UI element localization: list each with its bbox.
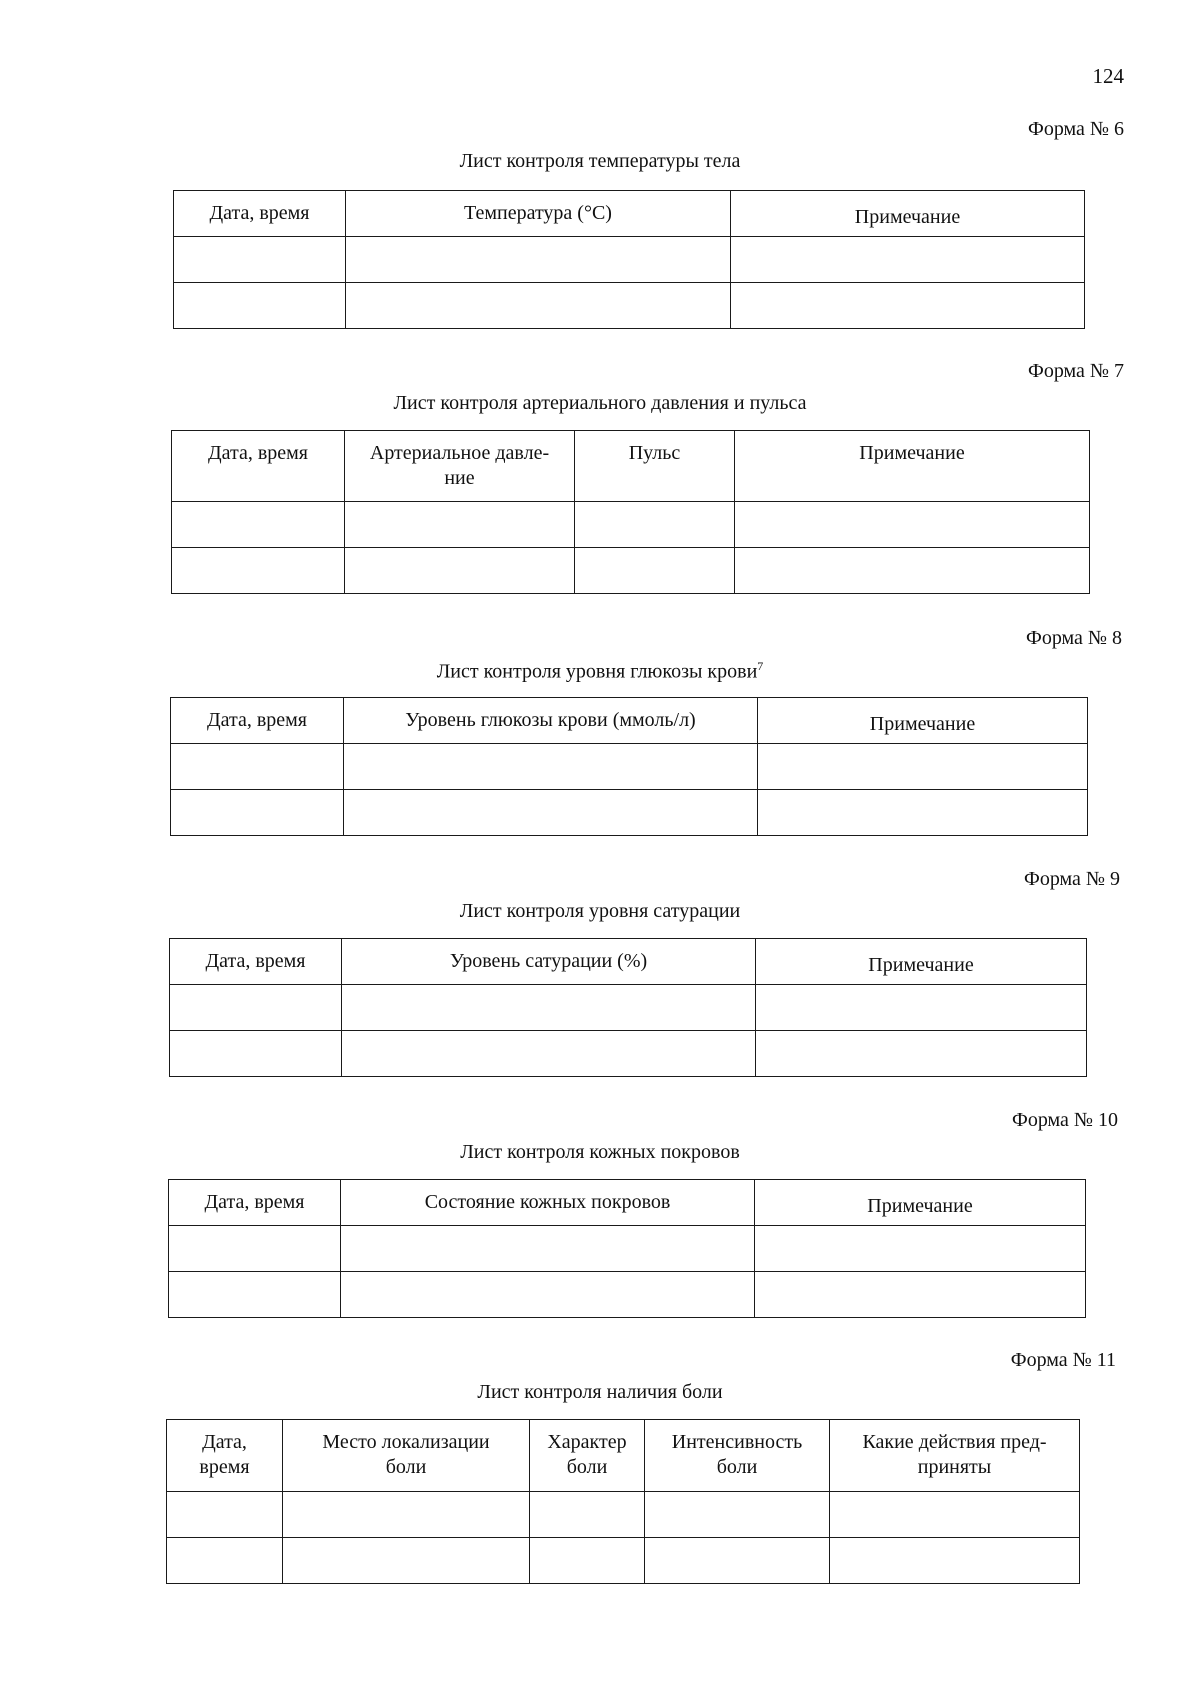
column-header: Уровень сатурации (%) xyxy=(342,939,756,985)
table-cell[interactable] xyxy=(575,548,735,594)
table-cell[interactable] xyxy=(731,283,1085,329)
table-cell[interactable] xyxy=(346,237,731,283)
form-title: Лист контроля кожных покровов xyxy=(460,1141,740,1163)
footnote-marker: 7 xyxy=(757,659,764,673)
saturation-table xyxy=(169,938,1087,1077)
table-cell[interactable] xyxy=(169,1272,341,1318)
glucose-table xyxy=(170,697,1088,836)
table-cell[interactable] xyxy=(344,790,758,836)
table-cell[interactable] xyxy=(758,790,1088,836)
blood-pressure-table xyxy=(171,430,1090,594)
table-cell[interactable] xyxy=(283,1492,530,1538)
table-cell[interactable] xyxy=(346,283,731,329)
column-header: Примечание xyxy=(735,431,1090,502)
column-header xyxy=(530,1420,645,1492)
column-header: Состояние кожных покровов xyxy=(341,1180,755,1226)
header-line: Артериальное давле- xyxy=(369,442,550,464)
header-line: Место локализации xyxy=(322,1431,490,1453)
form-title: Лист контроля уровня сатурации xyxy=(459,900,741,922)
form-number: Форма № 9 xyxy=(1024,868,1120,890)
form-title xyxy=(0,659,1200,684)
table-cell[interactable] xyxy=(344,744,758,790)
form-title: Лист контроля температуры тела xyxy=(459,150,741,172)
table-cell[interactable] xyxy=(167,1492,283,1538)
header-line: боли xyxy=(566,1456,608,1478)
form-number: Форма № 7 xyxy=(1028,360,1124,382)
column-header xyxy=(345,431,575,502)
header-line: боли xyxy=(716,1456,758,1478)
table-cell[interactable] xyxy=(735,502,1090,548)
table-cell[interactable] xyxy=(172,548,345,594)
header-line: боли xyxy=(385,1456,427,1478)
table-cell[interactable] xyxy=(174,283,346,329)
table-cell[interactable] xyxy=(171,744,344,790)
column-header: Пульс xyxy=(575,431,735,502)
column-header: Примечание xyxy=(756,939,1087,985)
table-cell[interactable] xyxy=(283,1538,530,1584)
table-cell[interactable] xyxy=(342,1031,756,1077)
form-title-text: Лист контроля уровня глюкозы крови xyxy=(436,660,758,683)
table-cell[interactable] xyxy=(170,1031,342,1077)
column-header xyxy=(167,1420,283,1492)
header-line: время xyxy=(199,1456,250,1478)
table-cell[interactable] xyxy=(645,1538,830,1584)
column-header xyxy=(283,1420,530,1492)
table-cell[interactable] xyxy=(167,1538,283,1584)
table-cell[interactable] xyxy=(755,1272,1086,1318)
page-number: 124 xyxy=(1092,64,1124,88)
table-cell[interactable] xyxy=(171,790,344,836)
table-cell[interactable] xyxy=(172,502,345,548)
header-line: Какие действия пред- xyxy=(862,1431,1047,1453)
column-header: Дата, время xyxy=(171,698,344,744)
table-cell[interactable] xyxy=(342,985,756,1031)
skin-table xyxy=(168,1179,1086,1318)
header-line: Дата, xyxy=(202,1431,247,1453)
form-title: Лист контроля артериального давления и пульса xyxy=(393,392,807,414)
table-cell[interactable] xyxy=(756,985,1087,1031)
table-cell[interactable] xyxy=(169,1226,341,1272)
header-line: Интенсивность xyxy=(671,1431,803,1453)
table-cell[interactable] xyxy=(530,1492,645,1538)
column-header: Примечание xyxy=(755,1180,1086,1226)
table-cell[interactable] xyxy=(174,237,346,283)
table-cell[interactable] xyxy=(830,1492,1080,1538)
table-cell[interactable] xyxy=(756,1031,1087,1077)
table-cell[interactable] xyxy=(731,237,1085,283)
table-cell[interactable] xyxy=(345,548,575,594)
table-cell[interactable] xyxy=(341,1226,755,1272)
header-line: приняты xyxy=(917,1456,992,1478)
column-header: Температура (°С) xyxy=(346,191,731,237)
column-header: Дата, время xyxy=(169,1180,341,1226)
column-header: Примечание xyxy=(731,191,1085,237)
column-header: Дата, время xyxy=(174,191,346,237)
form-number: Форма № 8 xyxy=(1026,627,1122,649)
table-cell[interactable] xyxy=(755,1226,1086,1272)
column-header: Уровень глюкозы крови (ммоль/л) xyxy=(344,698,758,744)
temperature-table xyxy=(173,190,1085,329)
column-header: Дата, время xyxy=(172,431,345,502)
table-cell[interactable] xyxy=(575,502,735,548)
table-cell[interactable] xyxy=(530,1538,645,1584)
form-title: Лист контроля наличия боли xyxy=(477,1381,723,1403)
form-number: Форма № 10 xyxy=(1012,1109,1118,1131)
column-header xyxy=(645,1420,830,1492)
column-header xyxy=(830,1420,1080,1492)
table-cell[interactable] xyxy=(341,1272,755,1318)
table-cell[interactable] xyxy=(830,1538,1080,1584)
form-number: Форма № 6 xyxy=(1028,118,1124,140)
table-cell[interactable] xyxy=(735,548,1090,594)
header-line: ние xyxy=(444,467,475,489)
table-cell[interactable] xyxy=(345,502,575,548)
table-cell[interactable] xyxy=(758,744,1088,790)
pain-table xyxy=(166,1419,1080,1584)
column-header: Дата, время xyxy=(170,939,342,985)
header-line: Характер xyxy=(547,1431,627,1453)
column-header: Примечание xyxy=(758,698,1088,744)
table-cell[interactable] xyxy=(170,985,342,1031)
table-cell[interactable] xyxy=(645,1492,830,1538)
form-number: Форма № 11 xyxy=(1010,1349,1116,1371)
